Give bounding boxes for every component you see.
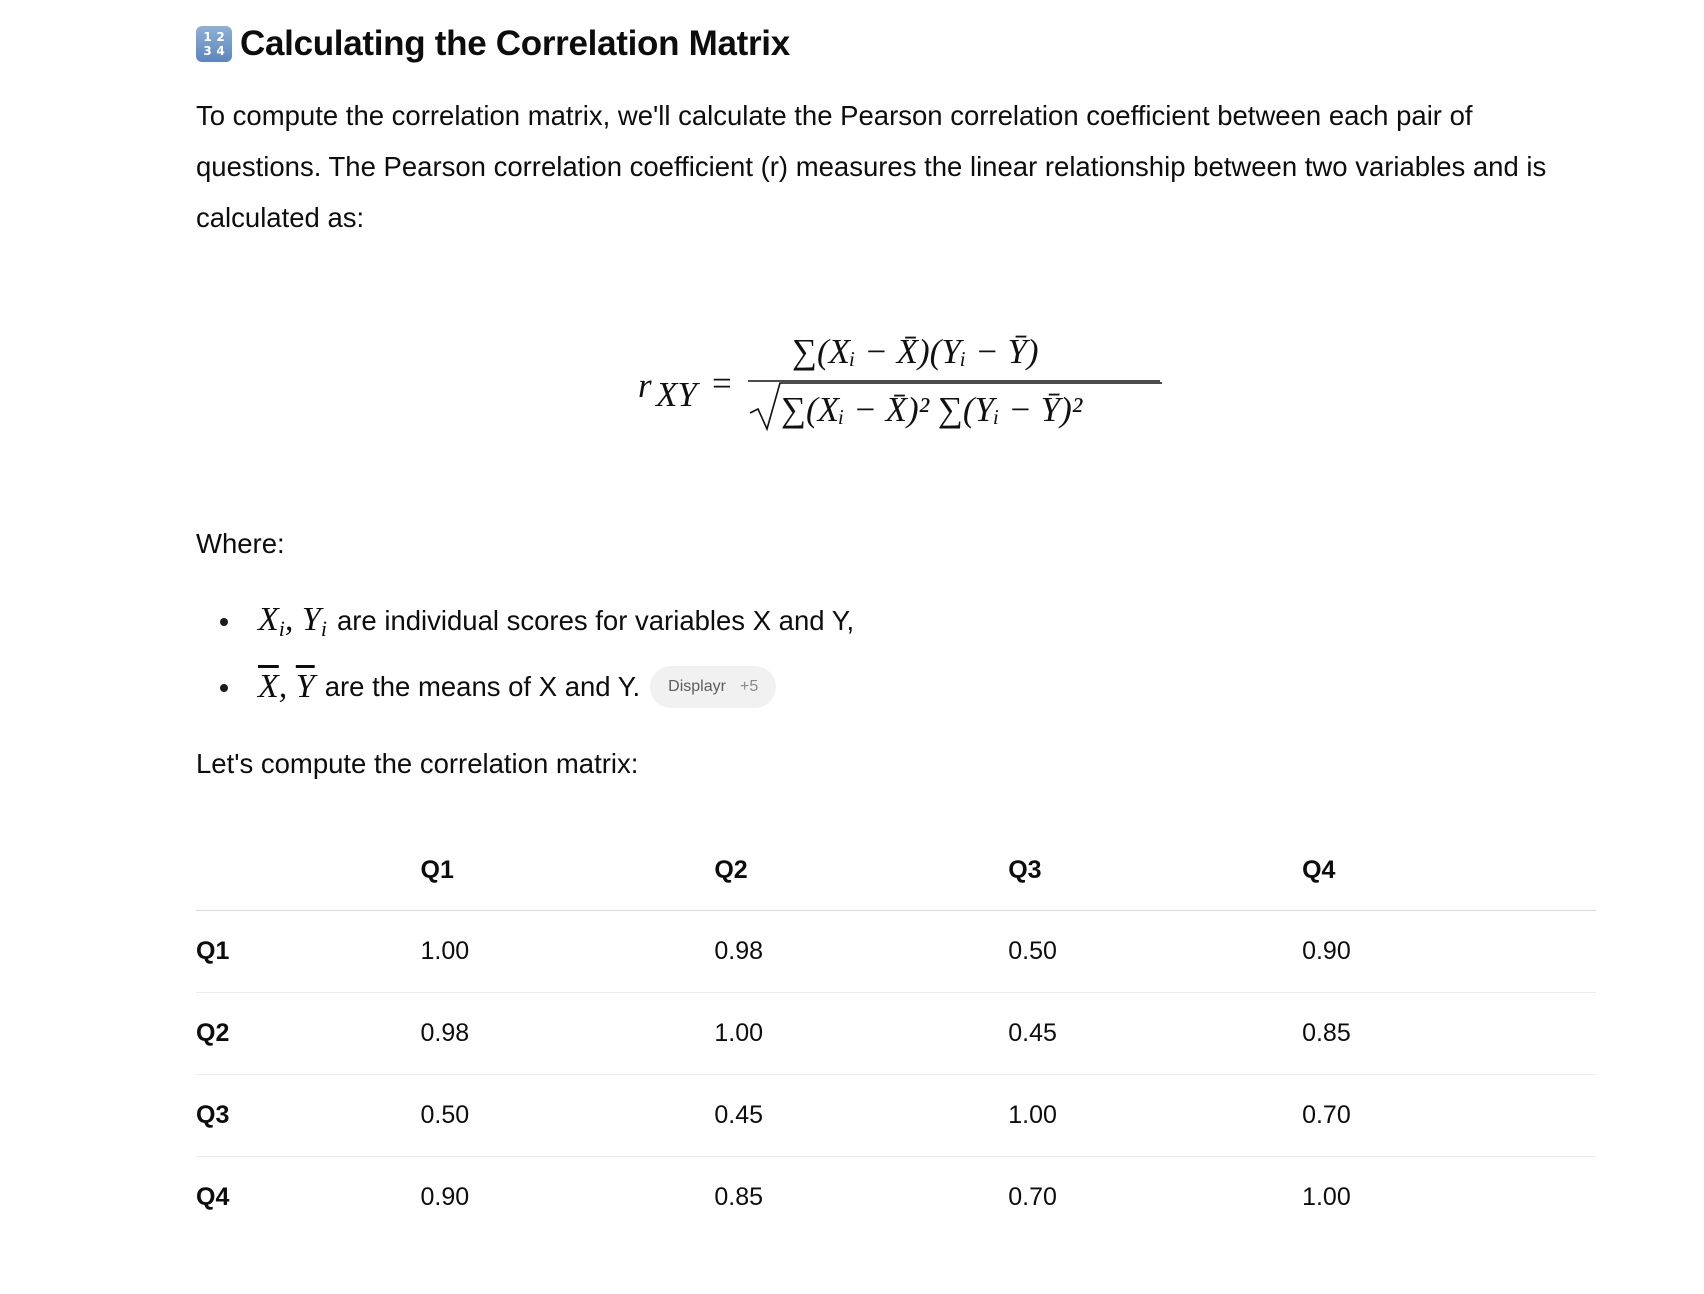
keycap-digit: 1	[203, 30, 212, 44]
table-cell: 0.85	[714, 1183, 764, 1211]
math-var: Y	[301, 600, 321, 638]
math-var: X	[258, 600, 279, 638]
table-cell: 0.90	[1302, 911, 1596, 993]
formula-lhs-symbol: r	[638, 366, 652, 405]
list-item	[196, 654, 854, 720]
row-label: Q4	[196, 1183, 230, 1211]
table-row	[196, 1157, 1596, 1239]
bullet-dot	[220, 684, 228, 692]
table-header-cell: Q1	[421, 830, 715, 911]
table-header-cell: Q2	[714, 830, 1008, 911]
table-header-cell	[196, 830, 421, 911]
source-citation-chip[interactable]	[650, 666, 776, 708]
table-header-cell: Q4	[1302, 830, 1596, 911]
definition-list	[196, 588, 854, 720]
table-row	[196, 1075, 1596, 1157]
where-label: Where:	[196, 528, 285, 559]
formula-svg	[196, 325, 1596, 455]
math-sep: ,	[278, 668, 296, 705]
table-cell: 0.50	[421, 1075, 715, 1157]
bullet-dot	[220, 618, 228, 626]
table-header-cell: Q3	[1008, 830, 1302, 911]
formula-denominator: ∑(Xᵢ − X̄)² ∑(Yᵢ − Ȳ)²	[781, 390, 1083, 429]
table-cell: 1.00	[421, 911, 715, 993]
correlation-matrix-table	[196, 830, 1596, 1238]
lets-compute-text: Let's compute the correlation matrix:	[196, 748, 639, 779]
table-cell: 0.98	[421, 993, 715, 1075]
formula-lhs-subscript: XY	[656, 375, 697, 414]
pearson-formula	[196, 325, 1596, 455]
row-label: Q3	[196, 1075, 421, 1157]
table-cell: 0.85	[1302, 993, 1596, 1075]
table-cell: 0.98	[714, 911, 1008, 993]
table-cell: 0.45	[714, 1075, 1008, 1157]
keycap-digit: 4	[216, 44, 225, 58]
table-row	[196, 993, 1596, 1075]
table-cell: 0.50	[1008, 911, 1302, 993]
table-cell: 1.00	[1302, 1183, 1351, 1211]
row-label: Q2	[196, 993, 421, 1075]
table-header-row	[196, 830, 1596, 911]
math-sep: ,	[284, 600, 302, 638]
table-cell: 0.70	[1008, 1183, 1057, 1211]
table-cell: 1.00	[1008, 1075, 1302, 1157]
keycap-digit: 3	[203, 44, 212, 58]
formula-equals: =	[712, 364, 732, 403]
source-chip-label: Displayr	[668, 678, 726, 695]
keycap-digit: 2	[216, 30, 225, 44]
math-sub: i	[278, 615, 285, 641]
table-cell: 0.90	[420, 1183, 470, 1211]
formula-numerator: ∑(Xᵢ − X̄)(Yᵢ − Ȳ)	[792, 332, 1039, 371]
math-means	[258, 668, 315, 706]
math-individual-scores	[258, 601, 327, 642]
list-item-text: are individual scores for variables X and Y,	[336, 605, 855, 636]
row-label: Q1	[196, 911, 421, 993]
section-heading	[196, 24, 790, 64]
intro-paragraph: To compute the correlation matrix, we'll calculate the Pearson correlation coefficient between each pair of questions. The Pearson correlation coefficient (r) measures the linear relationship between two variables and is calculated as:	[196, 100, 1547, 233]
list-item	[196, 588, 854, 654]
source-chip-count: +5	[739, 678, 759, 695]
section-title: Calculating the Correlation Matrix	[240, 24, 790, 63]
math-var-bar: $\overline{X}$	[258, 668, 279, 705]
list-item-text: are the means of X and Y.	[324, 671, 641, 702]
math-sub: i	[320, 615, 327, 641]
table-row	[196, 911, 1596, 993]
keycap-digits-icon	[196, 26, 232, 62]
table-cell: 1.00	[714, 993, 1008, 1075]
table-cell: 0.70	[1302, 1075, 1596, 1157]
table-cell: 0.45	[1008, 993, 1302, 1075]
math-var-bar: $\overline{Y}$	[295, 668, 315, 705]
